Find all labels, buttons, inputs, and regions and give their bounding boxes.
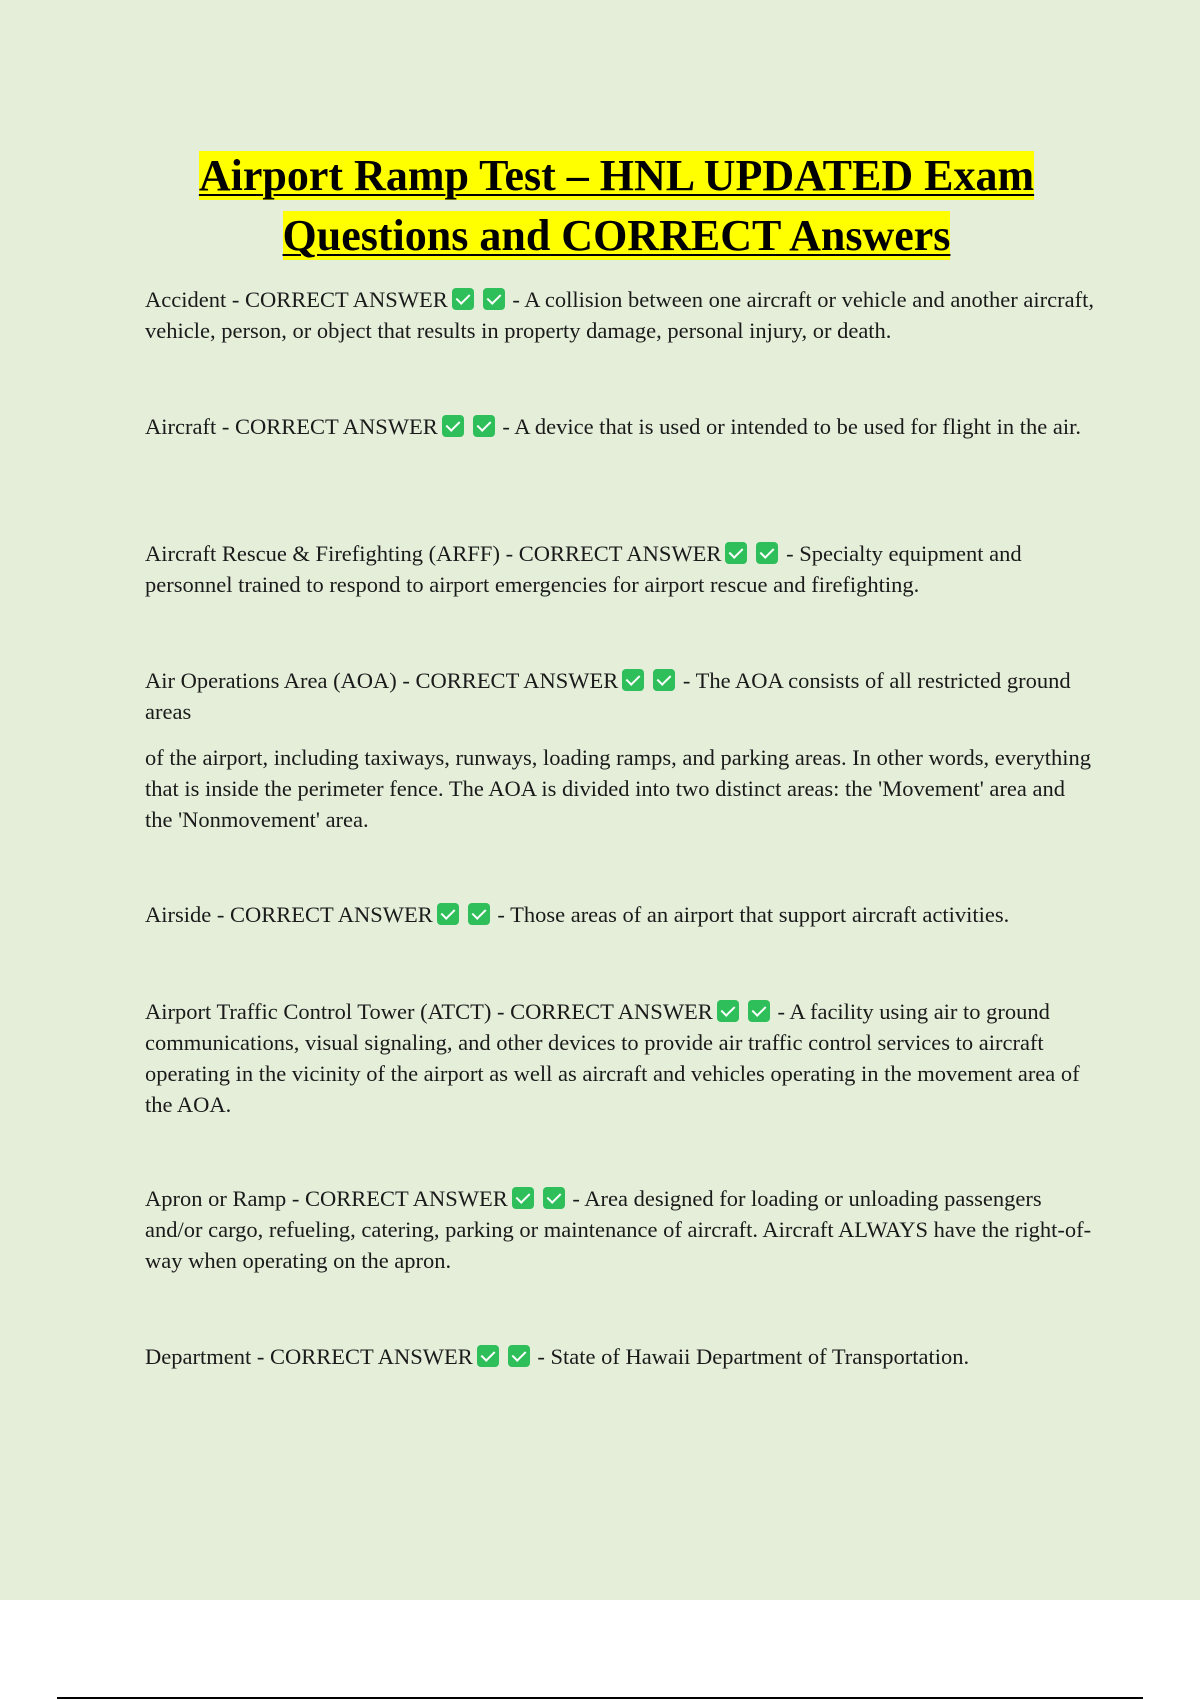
- answer-marker: CORRECT ANSWER: [510, 999, 713, 1024]
- title-line-1: Airport Ramp Test – HNL UPDATED Exam: [198, 151, 1035, 200]
- entry-definition: Those areas of an airport that support aircraft activities.: [510, 902, 1010, 927]
- answer-marker: CORRECT ANSWER: [269, 1344, 473, 1369]
- entry-definition: A facility using air to ground communications, visual signaling, and other devices to provide air traffic control services to aircraft operating in the vicinity of the airport as well as aircraft and vehicles operating in the movement area of the AOA.: [145, 999, 1080, 1117]
- check-mark-button-icon: [653, 669, 675, 691]
- answer-marker: CORRECT ANSWER: [415, 668, 619, 693]
- check-mark-button-icon: [477, 1345, 499, 1367]
- answer-marker: CORRECT ANSWER: [244, 287, 448, 312]
- entry-term: Air Operations Area (AOA): [145, 668, 397, 693]
- entry-term: Airside: [145, 902, 212, 927]
- entry-term: Accident: [145, 287, 227, 312]
- entry-term: Department: [145, 1344, 252, 1369]
- entry-definition-continuation: of the airport, including taxiways, runways, loading ramps, and parking areas. In other words, everything that is inside the perimeter fence. The AOA is divided into two distinct areas: the 'Movement' area and the 'Nonmovement' area.: [145, 745, 1091, 832]
- check-mark-button-icon: [756, 542, 778, 564]
- qa-entry-arff: Aircraft Rescue & Firefighting (ARFF) - CORRECT ANSWER - Specialty equipment and personnel trained to respond to airport emergencies for airport rescue and firefighting.: [145, 541, 1022, 597]
- check-mark-button-icon: [512, 1187, 534, 1209]
- check-mark-button-icon: [452, 288, 474, 310]
- answer-marker: CORRECT ANSWER: [230, 902, 433, 927]
- document-title: [145, 146, 1088, 266]
- entry-definition: State of Hawaii Department of Transportation.: [550, 1344, 970, 1369]
- entry-definition: Area designed for loading or unloading passengers and/or cargo, refueling, catering, parking or maintenance of aircraft. Aircraft ALWAYS have the right-of-way when operating on the apron.: [145, 1186, 1092, 1273]
- qa-entry-department: Department - CORRECT ANSWER - State of Hawaii Department of Transportation.: [145, 1344, 970, 1369]
- qa-entry-accident: Accident - CORRECT ANSWER - A collision between one aircraft or vehicle and another aircraft, vehicle, person, or object that results in property damage, personal injury, or death.: [145, 287, 1094, 343]
- entry-term: Aircraft Rescue & Firefighting (ARFF): [145, 541, 500, 566]
- answer-marker: CORRECT ANSWER: [518, 541, 722, 566]
- qa-entry-apron: Apron or Ramp - CORRECT ANSWER - Area designed for loading or unloading passengers and/or cargo, refueling, catering, parking or maintenance of aircraft. Aircraft ALWAYS have the right-of-way when operating on the apron.: [145, 1186, 1092, 1273]
- check-mark-button-icon: [442, 415, 464, 437]
- entry-definition: A collision between one aircraft or vehicle and another aircraft, vehicle, person, or object that results in property damage, personal injury, or death.: [145, 287, 1094, 343]
- answer-marker: CORRECT ANSWER: [304, 1186, 508, 1211]
- check-mark-button-icon: [473, 415, 495, 437]
- entry-definition: A device that is used or intended to be used for flight in the air.: [514, 414, 1081, 439]
- page-divider: [57, 1697, 1143, 1699]
- check-mark-button-icon: [508, 1345, 530, 1367]
- qa-entry-airside: Airside - CORRECT ANSWER - Those areas of an airport that support aircraft activities.: [145, 902, 1010, 927]
- entry-definition: The AOA consists of all restricted ground areas: [145, 668, 1071, 724]
- check-mark-button-icon: [725, 542, 747, 564]
- check-mark-button-icon: [437, 903, 459, 925]
- entry-term: Apron or Ramp: [145, 1186, 287, 1211]
- entry-definition: Specialty equipment and personnel trained to respond to airport emergencies for airport rescue and firefighting.: [145, 541, 1022, 597]
- check-mark-button-icon: [717, 1000, 739, 1022]
- check-mark-button-icon: [543, 1187, 565, 1209]
- qa-entry-aoa: Air Operations Area (AOA) - CORRECT ANSWER - The AOA consists of all restricted ground areas: [145, 668, 1071, 724]
- entry-term: Airport Traffic Control Tower (ATCT): [145, 999, 492, 1024]
- check-mark-button-icon: [483, 288, 505, 310]
- answer-marker: CORRECT ANSWER: [234, 414, 438, 439]
- qa-entry-atct: Airport Traffic Control Tower (ATCT) - CORRECT ANSWER - A facility using air to ground communications, visual signaling, and other devices to provide air traffic control services to aircraft operating in the vicinity of the airport as well as aircraft and vehicles operating in the movement area of the AOA.: [145, 999, 1080, 1117]
- qa-entry-aircraft: Aircraft - CORRECT ANSWER - A device that is used or intended to be used for flight in the air.: [145, 414, 1081, 439]
- entry-term: Aircraft: [145, 414, 217, 439]
- check-mark-button-icon: [748, 1000, 770, 1022]
- title-line-2: Questions and CORRECT Answers: [282, 211, 951, 260]
- check-mark-button-icon: [622, 669, 644, 691]
- check-mark-button-icon: [468, 903, 490, 925]
- qa-entry-aoa-continuation: [145, 742, 1095, 835]
